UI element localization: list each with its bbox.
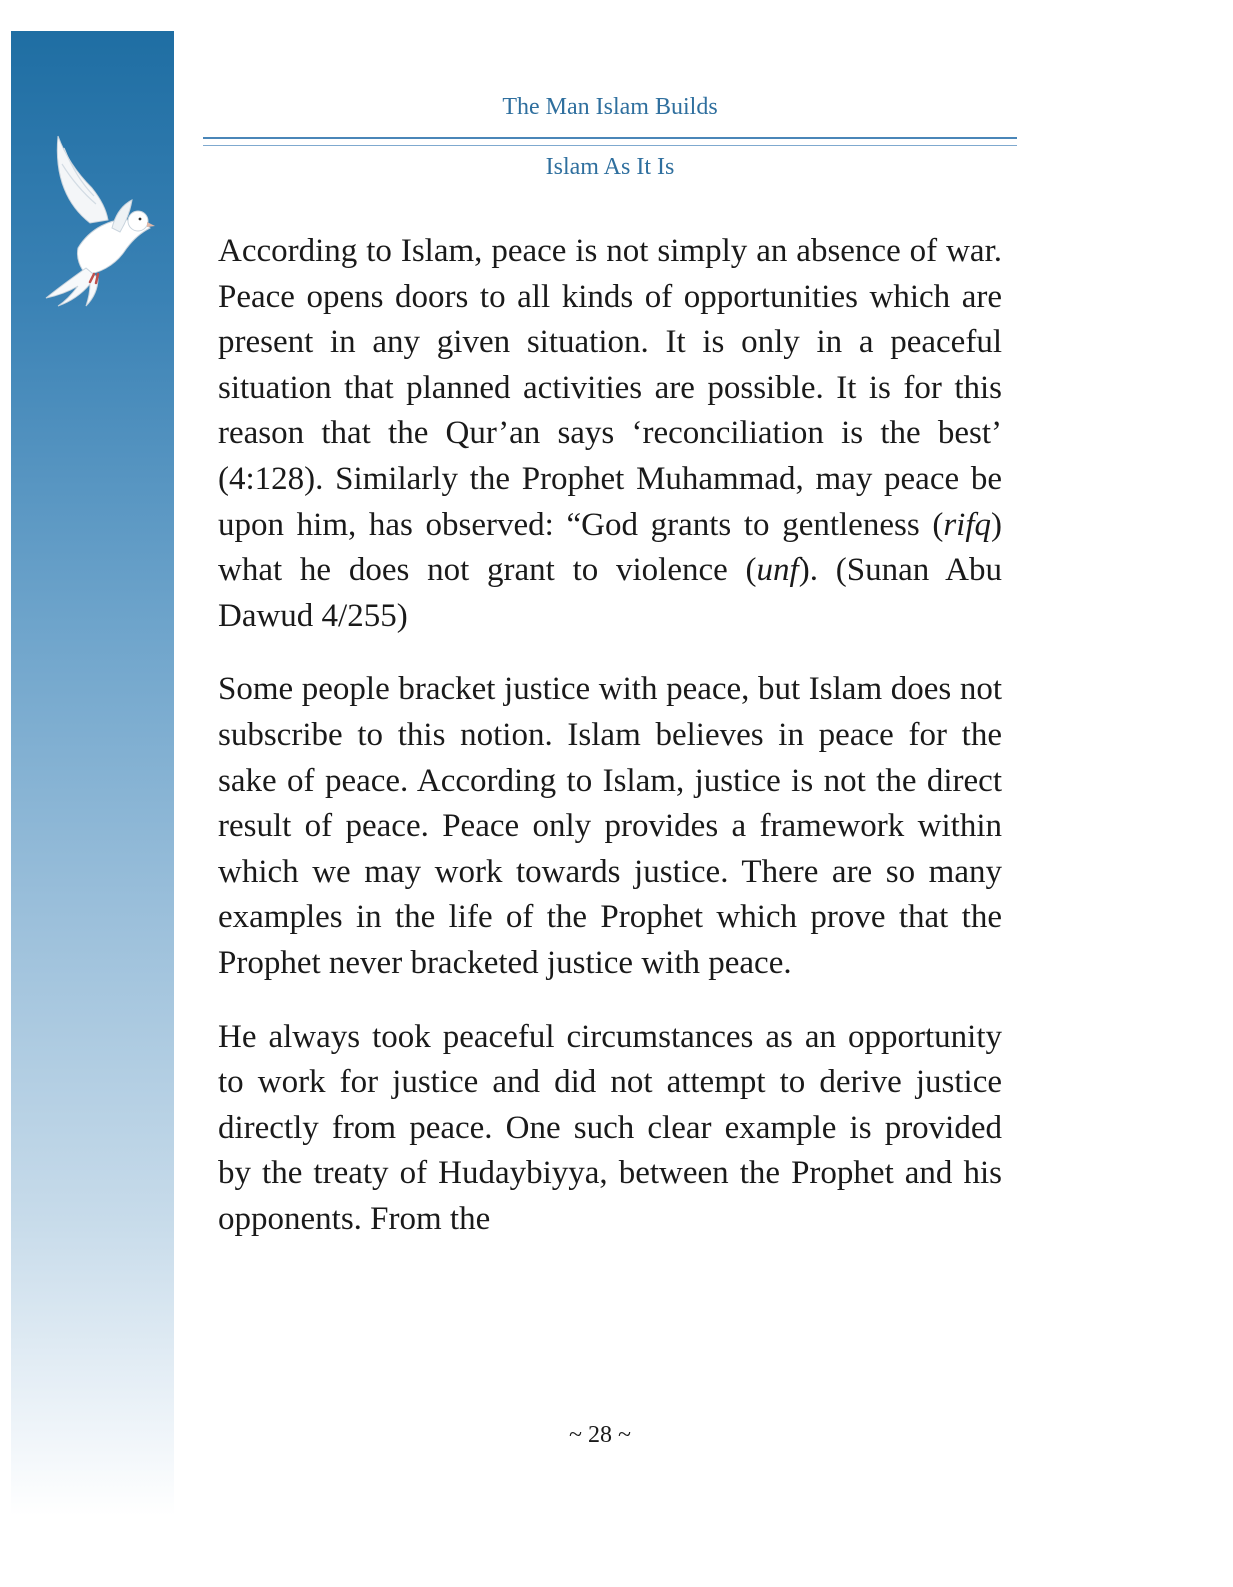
text-run: ). (Sunan Abu Dawud 4/255) — [218, 552, 1002, 634]
body-text — [218, 229, 1002, 1270]
text-run: ) what he does not grant to violence ( — [218, 506, 1002, 589]
dove-icon — [28, 128, 158, 308]
text-run: Some people bracket justice with peace, but Islam does not subscribe to this notion. Islam believes in peace for the sake of peace. According to Islam, justice is not the direct result of peace. Peace only provides a framework within which we may work towards justice. There are so many examples in the life of the Prophet which prove that the Prophet never bracketed justice with peace. — [218, 671, 1002, 981]
header-divider — [203, 137, 1017, 139]
text-run: He always took peaceful circumstances as an opportunity to work for justice and did not attempt to derive justice directly from peace. One such clear example is provided by the treaty of Hudaybiyya, between the Prophet and his opponents. From the — [218, 1018, 1002, 1237]
paragraph — [218, 229, 1002, 639]
italic-term: unf — [756, 552, 799, 589]
header-divider-thin — [203, 145, 1017, 146]
running-header-subtitle: Islam As It Is — [545, 154, 675, 180]
text-run: According to Islam, peace is not simply an absence of war. Peace opens doors to all kinds of opportunities which are present in any given situation. It is only in a peaceful situation that planned activities are possible. It is for this reason that the Qur’an says ‘reconciliation is the best’ (4:128). Similarly the Prophet Muhammad, may peace be upon him, has observed: “God grants to gentleness ( — [218, 233, 1002, 543]
paragraph — [218, 1015, 1002, 1243]
page-number: ~ 28 ~ — [569, 1422, 631, 1448]
running-header-title: The Man Islam Builds — [502, 94, 718, 120]
italic-term: rifq — [943, 506, 991, 543]
paragraph — [218, 667, 1002, 986]
